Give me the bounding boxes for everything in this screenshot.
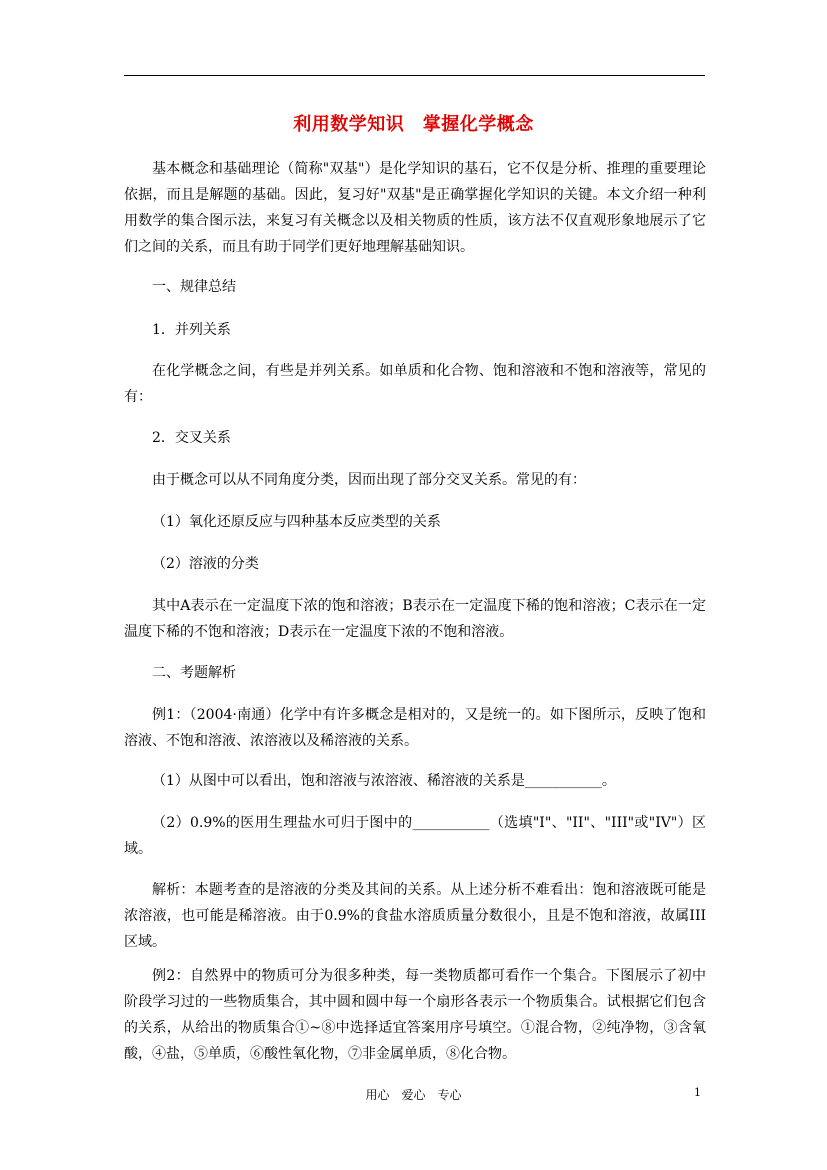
page-title: 利用数学知识 掌握化学概念: [293, 114, 534, 135]
subsection-heading-2: 2．交叉关系: [152, 430, 231, 446]
page-number: 1: [694, 1086, 701, 1099]
page-footer: 用心 爱心 专心: [365, 1088, 462, 1102]
list-item-2: （2）溶液的分类: [152, 556, 259, 572]
subsection-heading-1: 1．并列关系: [152, 322, 231, 338]
example-2: 例2：自然界中的物质可分为很多种类，每一类物质都可看作一个集合。下图展示了初中阶段学习过的一些物质集合，其中圆和圆中每一个扇形各表示一个物质集合。试根据它们包含的关系，从给出的物质集合①~⑧中选择适宜答案用序号填空。①混合物，②纯净物，③含氧酸，④盐，⑤单质，⑥酸性氧化物，⑦非金属单质，⑧化合物。: [124, 968, 706, 1062]
example-1: 例1：（2004·南通）化学中有许多概念是相对的，又是统一的。如下图所示，反映了饱和溶液、不饱和溶液、浓溶液以及稀溶液的关系。: [124, 707, 706, 749]
paragraph-cross: 由于概念可以从不同角度分类，因而出现了部分交叉关系。常见的有：: [152, 472, 586, 488]
intro-paragraph: 基本概念和基础理论（简称"双基"）是化学知识的基石，它不仅是分析、推理的重要理论依据，而且是解题的基础。因此，复习好"双基"是正确掌握化学知识的关键。本文介绍一种利用数学的集合图示法，来复习有关概念以及相关物质的性质，该方法不仅直观形象地展示了它们之间的关系，而且有助于同学们更好地理解基础知识。: [124, 161, 706, 255]
analysis-paragraph: 解析：本题考查的是溶液的分类及其间的关系。从上述分析不难看出：饱和溶液既可能是浓溶液，也可能是稀溶液。由于0.9%的食盐水溶质质量分数很小，且是不饱和溶液，故属III区域。: [124, 882, 706, 950]
section-heading-2: 二、考题解析: [152, 665, 236, 681]
section-heading-1: 一、规律总结: [152, 279, 236, 295]
list-item-1: （1）氧化还原反应与四种基本反应类型的关系: [152, 514, 441, 530]
paragraph-parallel: 在化学概念之间，有些是并列关系。如单质和化合物、饱和溶液和不饱和溶液等，常见的有：: [124, 363, 706, 405]
question-2: （2）0.9%的医用生理盐水可归于图中的___________（选填"I"、"II"、"III"或"IV"）区域。: [124, 815, 706, 857]
question-1: （1）从图中可以看出，饱和溶液与浓溶液、稀溶液的关系是___________。: [152, 773, 616, 789]
header-rule: [124, 75, 705, 76]
paragraph-solution-types: 其中A表示在一定温度下浓的饱和溶液；B表示在一定温度下稀的饱和溶液；C表示在一定温度下稀的不饱和溶液；D表示在一定温度下浓的不饱和溶液。: [124, 598, 706, 640]
